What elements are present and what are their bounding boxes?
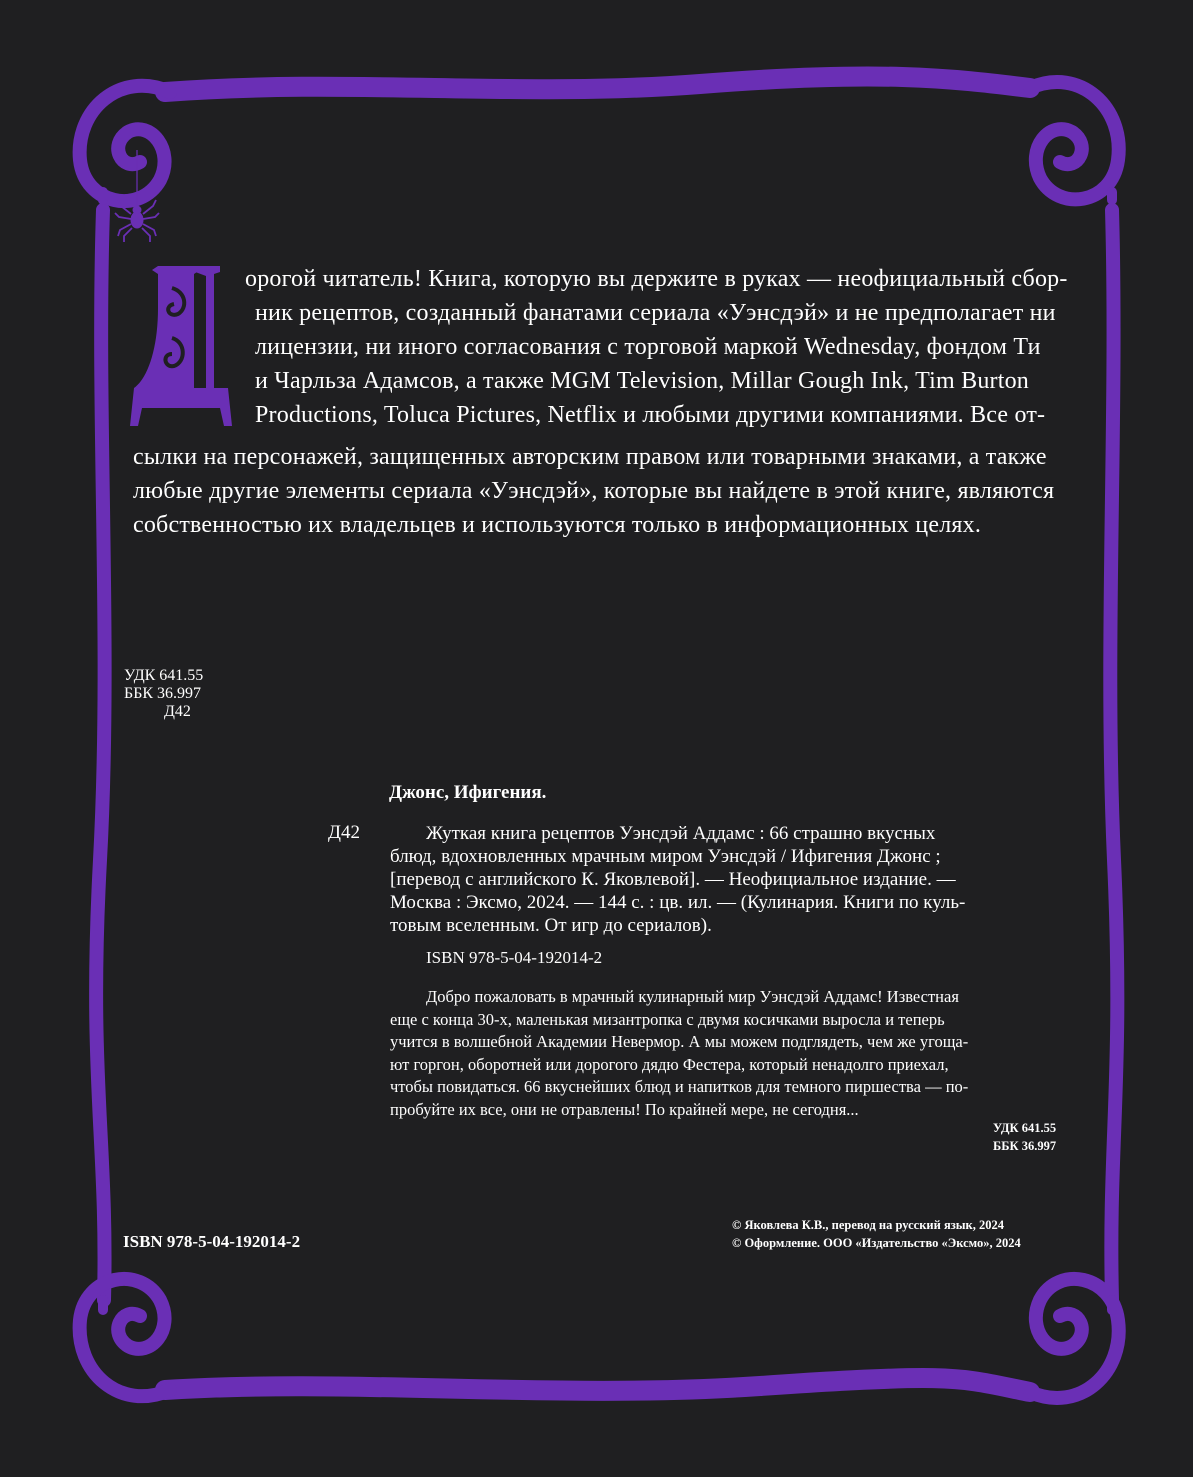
bbk-code-record: ББК 36.997 [993,1139,1057,1153]
annotation-line: ют горгон, оборотней или дорогого дядю Фестера, который ненадолго приехал, [390,1054,949,1074]
intro-line: любые другие элементы сериала «Уэнсдэй», которые вы найдете в этой книге, являются [133,478,1055,504]
swirl-top-right [1030,82,1119,199]
swirl-top-left [80,86,170,201]
copyright-design: © Оформление. ООО «Издательство «Эксмо», 2024 [732,1236,1021,1250]
annotation-line: пробуйте их все, они не отравлены! По крайней мере, не сегодня... [390,1099,859,1119]
intro-line: и Чарльза Адамсов, а также MGM Television, Millar Gough Ink, Tim Burton [255,368,1029,394]
classification-block [124,667,203,721]
description-line: блюд, вдохновленных мрачным миром Уэнсдэй / Ифигения Джонс ; [390,846,941,867]
intro-line: Productions, Toluca Pictures, Netflix и любыми другими компаниями. Все от- [255,402,1046,428]
frame-right-bar [1110,210,1117,1300]
isbn-record: ISBN 978-5-04-192014-2 [426,948,603,967]
annotation-line: учится в волшебной Академии Невермор. А мы можем подглядеть, чем же угоща- [390,1032,969,1051]
copyright-translation: © Яковлева К.В., перевод на русский язык, 2024 [732,1218,1004,1232]
drop-cap-letter [128,258,234,428]
swirl-bottom-right [1030,1279,1119,1398]
author-mark-record: Д42 [328,822,360,843]
record-classification [993,1119,1056,1155]
frame-bottom-bar [165,1378,1030,1392]
description-line: Москва : Эксмо, 2024. — 144 с. : цв. ил. — (Кулинария. Книги по куль- [390,892,966,913]
isbn-bottom: ISBN 978-5-04-192014-2 [123,1232,301,1251]
annotation [390,986,968,1121]
bibliographic-description [390,822,1082,937]
annotation-line: Добро пожаловать в мрачный кулинарный мир Уэнсдэй Аддамс! Известная [426,987,959,1006]
annotation-line: еще с конца 30-х, маленькая мизантропка с двумя косичками выросла и теперь [390,1009,945,1029]
author-mark: Д42 [164,703,191,720]
copyright-block [732,1216,1021,1252]
intro-line: орогой читатель! Книга, которую вы держите в руках — неофициальный сбор- [245,266,1068,292]
intro-line: ник рецептов, созданный фанатами сериала «Уэнсдэй» и не предполагает ни [255,300,1056,326]
intro-line: собственностью их владельцев и используются только в информационных целях. [133,512,982,538]
description-line: Жуткая книга рецептов Уэнсдэй Аддамс : 66 страшно вкусных [426,823,936,844]
bbk-code: ББК 36.997 [124,685,202,702]
author-name: Джонс, Ифигения. [389,782,547,803]
description-line: [перевод с английского К. Яковлевой]. — Неофициальное издание. — [390,869,956,890]
frame-top-bar [165,76,1030,92]
swirl-bottom-left [80,1279,170,1396]
udk-code: УДК 641.55 [124,667,204,684]
description-line: товым вселенным. От игр до сериалов). [390,915,712,936]
udk-code-record: УДК 641.55 [993,1121,1057,1135]
annotation-line: чтобы повидаться. 66 вкуснейших блюд и напитков для темного пиршества — по- [390,1077,969,1096]
intro-line: сылки на персонажей, защищенных авторским правом или товарными знаками, а также [133,444,1047,470]
intro-line: лицензии, ни иного согласования с торговой маркой Wednesday, фондом Ти [255,334,1041,360]
frame-left-bar [96,210,105,1300]
